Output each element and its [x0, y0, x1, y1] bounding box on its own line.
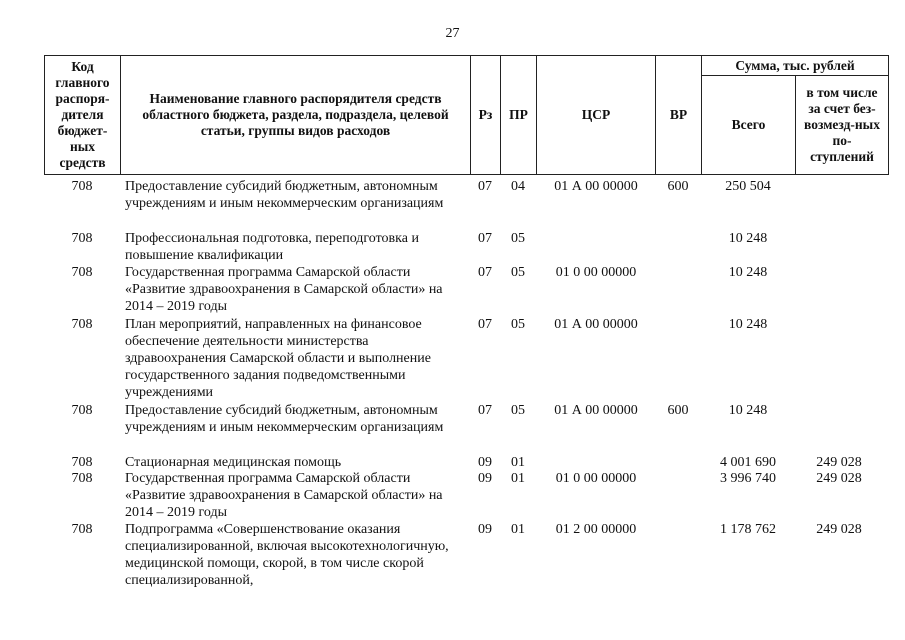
cell-vr: 600 — [667, 179, 689, 194]
header-gratuitous: в том числе за счет без-возмезд-ных по-ступлений — [795, 75, 889, 175]
cell-gratuitous: 249 028 — [816, 522, 862, 537]
cell-code: 708 — [71, 403, 93, 418]
cell-csr: 01 0 00 00000 — [555, 471, 637, 486]
cell-total: 10 248 — [728, 231, 768, 246]
cell-total: 250 504 — [725, 179, 771, 194]
cell-total: 3 996 740 — [720, 471, 776, 486]
cell-pr: 05 — [511, 403, 525, 418]
cell-total: 1 178 762 — [720, 522, 776, 537]
cell-name: Предоставление субсидий бюджетным, автономным учреждениям и иным некоммерческим организациям — [125, 179, 444, 211]
cell-name: Государственная программа Самарской области «Развитие здравоохранения в Самарской области» на 2014 – 2019 годы — [125, 471, 443, 520]
cell-csr: 01 А 00 00000 — [554, 403, 638, 418]
cell-total: 10 248 — [728, 403, 768, 418]
cell-rz: 07 — [478, 403, 492, 418]
cell-vr: 600 — [667, 403, 689, 418]
cell-name: Предоставление субсидий бюджетным, автономным учреждениям и иным некоммерческим организациям — [125, 403, 444, 435]
cell-rz: 09 — [478, 522, 492, 537]
cell-name: Профессиональная подготовка, переподготовка и повышение квалификации — [125, 231, 419, 263]
cell-name: План мероприятий, направленных на финансовое обеспечение деятельности министерства здравоохранения Самарской области и выполнение государственного задания подведомственными учреждениями — [125, 317, 431, 400]
header-pr: ПР — [500, 55, 537, 175]
cell-pr: 05 — [511, 231, 525, 246]
cell-rz: 09 — [478, 455, 492, 470]
cell-gratuitous: 249 028 — [816, 471, 862, 486]
header-rz: Рз — [470, 55, 501, 175]
cell-code: 708 — [71, 471, 93, 486]
cell-name: Стационарная медицинская помощь — [125, 455, 342, 470]
cell-code: 708 — [71, 179, 93, 194]
cell-code: 708 — [71, 317, 93, 332]
header-vr: ВР — [655, 55, 702, 175]
cell-csr: 01 А 00 00000 — [554, 179, 638, 194]
cell-pr: 01 — [511, 455, 525, 470]
cell-total: 10 248 — [728, 265, 768, 280]
cell-name: Подпрограмма «Совершенствование оказания специализированной, включая высокотехнологичную, медицинской помощи, скорой, в том числе скорой специализированной, — [125, 522, 449, 588]
cell-pr: 04 — [511, 179, 525, 194]
cell-pr: 05 — [511, 317, 525, 332]
cell-rz: 07 — [478, 265, 492, 280]
cell-rz: 09 — [478, 471, 492, 486]
cell-csr: 01 0 00 00000 — [555, 265, 637, 280]
cell-code: 708 — [71, 265, 93, 280]
cell-total: 4 001 690 — [720, 455, 776, 470]
cell-pr: 01 — [511, 522, 525, 537]
header-csr: ЦСР — [536, 55, 656, 175]
header-total: Всего — [701, 75, 796, 175]
cell-csr: 01 А 00 00000 — [554, 317, 638, 332]
cell-rz: 07 — [478, 317, 492, 332]
header-sum: Сумма, тыс. рублей — [701, 55, 889, 76]
cell-name: Государственная программа Самарской области «Развитие здравоохранения в Самарской области» на 2014 – 2019 годы — [125, 265, 443, 314]
header-code: Код главного распоря-дителя бюджет-ных средств — [44, 55, 121, 175]
page-number: 27 — [445, 26, 460, 41]
cell-rz: 07 — [478, 231, 492, 246]
cell-csr: 01 2 00 00000 — [555, 522, 637, 537]
cell-total: 10 248 — [728, 317, 768, 332]
cell-rz: 07 — [478, 179, 492, 194]
cell-code: 708 — [71, 455, 93, 470]
cell-code: 708 — [71, 231, 93, 246]
header-name: Наименование главного распорядителя средств областного бюджета, раздела, подраздела, целевой статьи, группы видов расходов — [120, 55, 471, 175]
cell-pr: 01 — [511, 471, 525, 486]
cell-code: 708 — [71, 522, 93, 537]
cell-pr: 05 — [511, 265, 525, 280]
cell-gratuitous: 249 028 — [816, 455, 862, 470]
